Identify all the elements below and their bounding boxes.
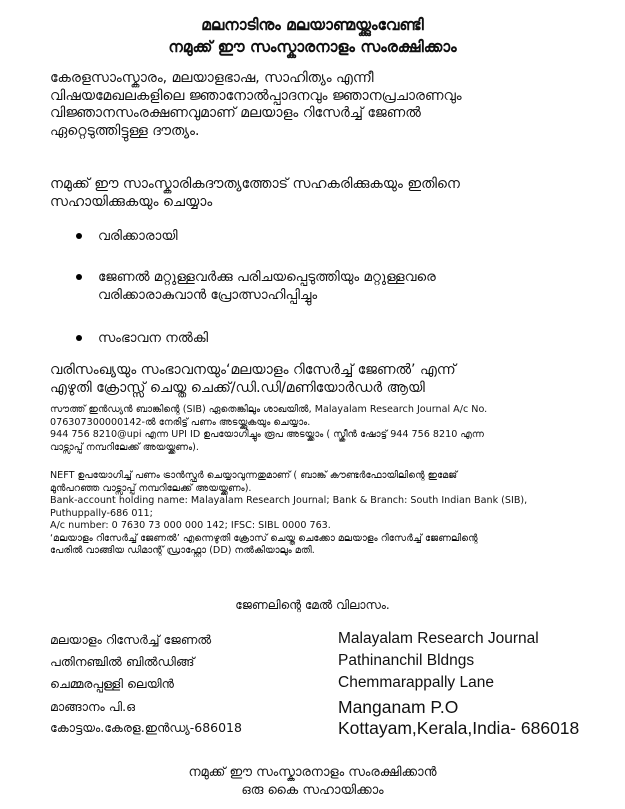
address-en: Chemmarappally Lane — [338, 674, 494, 691]
neft-detail-line: A/c number: 0 7630 73 000 000 142; IFSC: SIBL 0000 763. — [50, 520, 331, 531]
neft-detail-line: Bank-account holding name: Malayalam Research Journal; Bank & Branch: South Indian Bank (SIB), — [50, 495, 528, 506]
neft-detail-line: Puthuppally-686 011; — [50, 507, 153, 519]
neft-detail-line: മുൻപറഞ്ഞ വാട്സാപ്പ് നമ്പറിലേക്ക് അയയ്ക്കണം). — [50, 482, 252, 494]
intro-paragraph — [50, 70, 580, 140]
bank-detail-line: വാട്സാപ്പ് നമ്പറിലേക്ക് അയയ്ക്കണം). — [50, 441, 199, 453]
address-row — [50, 630, 595, 652]
intro-line: വിഷയമേഖലകളിലെ ജ്ഞാനോൽപ്പാദനവും ജ്ഞാനപ്രചാരണവും — [50, 87, 462, 104]
address-en: Malayalam Research Journal — [338, 630, 539, 647]
bullet-text — [98, 268, 436, 304]
neft-details-paragraph — [50, 470, 590, 558]
bullet-icon — [76, 335, 82, 341]
address-en: Kottayam,Kerala,India- 686018 — [338, 718, 580, 738]
address-ml: കോട്ടയം.കേരള.ഇൻഡ്യ-686018 — [50, 720, 242, 735]
address-row — [50, 674, 595, 696]
bullet-text — [98, 329, 208, 347]
address-row — [50, 718, 595, 740]
intro-line: ഏറ്റെടുത്തിട്ടുള്ള ദൗത്യം. — [50, 122, 200, 139]
address-ml: മാങ്ങാനം പി.ഒ — [50, 699, 136, 714]
heading-line-2: നമുക്ക് ഈ സംസ്കാരനാളം സംരക്ഷിക്കാം — [168, 38, 457, 56]
bullet-line: ജേണൽ മറ്റുള്ളവർക്കു പരിചയപ്പെടുത്തിയും മറ്റുള്ളവരെ — [98, 269, 436, 285]
bullet-text — [98, 227, 178, 245]
address-en: Pathinanchil Bldngs — [338, 652, 475, 669]
bank-detail-line: 076307300000142-ൽ നേരിട്ട് പണം അടയ്ക്കുകയും ചെയ്യാം. — [50, 416, 311, 428]
footer-line-2: ഒരു കൈ സഹായിക്കാം — [241, 783, 384, 798]
appeal-line: സഹായിക്കുകയും ചെയ്യാം — [50, 193, 213, 210]
heading-line-1: മലനാടിനും മലയാണ്മയ്ക്കുംവേണ്ടി — [201, 16, 424, 34]
page-heading — [0, 14, 625, 58]
bullet-line: സംഭാവന നൽകി — [98, 330, 208, 346]
payment-intro-line: എഴുതി ക്രോസ്സ് ചെയ്ത ചെക്ക്/ഡി.ഡി/മണിയോർഡർ ആയി — [50, 379, 425, 396]
bank-detail-line: സൗത്ത് ഇൻഡ്യൻ ബാങ്കിന്റെ (SIB) ഏതെങ്കിലും ശാഖയിൽ, Malayalam Research Journal A/c No. — [50, 404, 488, 415]
footer-appeal — [0, 764, 625, 800]
payment-intro-line: വരിസംഖ്യയും സംഭാവനയും‘മലയാളം റിസേർച്ച് ജേണൽ’ എന്ന് — [50, 362, 456, 378]
address-row — [50, 697, 595, 719]
bullet-icon — [76, 274, 82, 280]
address-en: Manganam P.O — [338, 697, 459, 717]
intro-line: കേരളസാംസ്കാരം, മലയാളഭാഷ, സാഹിത്യം എന്നീ — [50, 70, 374, 86]
bullet-line: വരിക്കാരായി — [98, 228, 178, 244]
appeal-paragraph — [50, 176, 580, 211]
neft-detail-line: പേരിൽ വാങ്ങിയ ഡിമാന്റ് ഡ്രാഫ്റ്റോ (DD) നൽകിയാലും മതി. — [50, 545, 315, 556]
address-ml: ചെമ്മരപ്പള്ളി ലെയിൻ — [50, 676, 174, 691]
address-ml: മലയാളം റിസേർച്ച് ജേണൽ — [50, 632, 212, 647]
neft-detail-line: ‘മലയാളം റിസേർച്ച് ജേണൽ’ എന്നെഴുതി ക്രോസ് ചെയ്ത ചെക്കോ മലയാളം റിസേർച്ച് ജേണലിന്റെ — [50, 532, 478, 544]
bank-detail-line: 944 756 8210@upi എന്ന UPI ID ഉപയോഗിച്ചും രൂപ അടയ്ക്കാം ( സ്ക്രീൻ ഷോട്ട് 944 756 8210 എന്ന — [50, 429, 485, 440]
address-ml: പതിനഞ്ചിൽ ബിൽഡിങ്ങ് — [50, 654, 195, 669]
neft-detail-line: NEFT ഉപയോഗിച്ച് പണം ട്രാൻസ്ഫർ ചെയ്യാവുന്നതുമാണ് ( ബാങ്ക് കൗണ്ടർഫോയിലിന്റെ ഇമേജ് — [50, 470, 458, 481]
address-title: ജേണലിന്റെ മേൽ വിലാസം. — [235, 598, 390, 612]
appeal-line: നമുക്ക് ഈ സാംസ്കാരികദൗത്യത്തോട് സഹകരിക്കുകയും ഇതിനെ — [50, 176, 460, 192]
bank-details-paragraph — [50, 404, 590, 454]
bullet-line: വരിക്കാരാകുവാൻ പ്രോത്സാഹിപ്പിച്ചും — [98, 287, 318, 303]
payment-intro-paragraph — [50, 362, 580, 397]
intro-line: വിജ്ഞാനസംരക്ഷണവുമാണ് മലയാളം റിസേർച്ച് ജേണൽ — [50, 105, 421, 121]
bullet-icon — [76, 233, 82, 239]
footer-line-1: നമുക്ക് ഈ സംസ്കാരനാളം സംരക്ഷിക്കാൻ — [188, 765, 437, 780]
address-row — [50, 652, 595, 674]
